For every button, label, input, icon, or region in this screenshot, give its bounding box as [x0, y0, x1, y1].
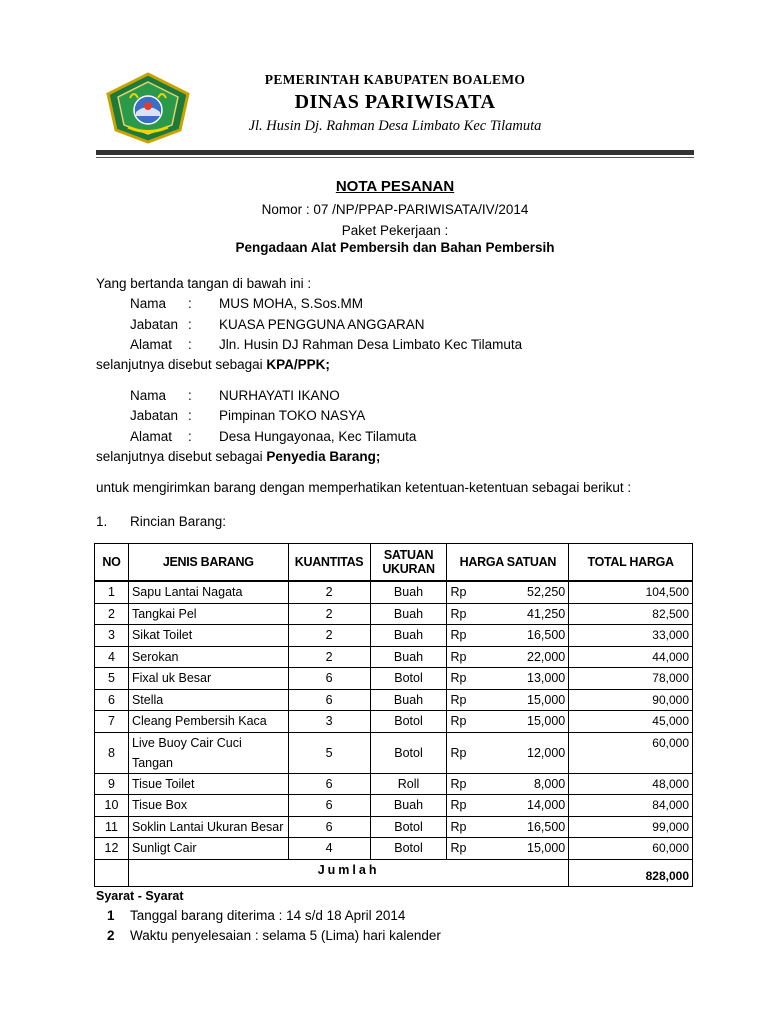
party1-nama-value: MUS MOHA, S.Sos.MM: [219, 296, 364, 311]
unit-price: 8,000: [479, 773, 569, 795]
party1-jabatan-colon: :: [188, 317, 192, 332]
unit-price: 13,000: [479, 668, 569, 690]
header-satuan-ukuran: SATUAN UKURAN: [370, 544, 447, 582]
party2-alamat-colon: :: [188, 429, 192, 444]
party1-nama-colon: :: [188, 296, 192, 311]
table-row: [95, 603, 693, 625]
item-name: Serokan: [128, 646, 288, 668]
party2-nama-colon: :: [188, 388, 192, 403]
party1-reference-prefix: selanjutnya disebut sebagai: [96, 357, 267, 372]
row-number: 8: [95, 732, 129, 773]
item-name: Sapu Lantai Nagata: [128, 581, 288, 603]
item-quantity: 6: [288, 668, 370, 690]
header-total-harga: TOTAL HARGA: [569, 544, 693, 582]
item-name: Sunligt Cair: [128, 838, 288, 860]
package-name: Pengadaan Alat Pembersih dan Bahan Pembersih: [235, 240, 555, 255]
table-row: [95, 668, 693, 690]
unit-price: 15,000: [479, 689, 569, 711]
item-unit: Botol: [370, 838, 447, 860]
party1-alamat-label: Alamat: [130, 337, 173, 352]
currency-label: Rp: [447, 689, 479, 711]
item-quantity: 2: [288, 581, 370, 603]
party2-alamat-value: Desa Hungayonaa, Kec Tilamuta: [219, 429, 417, 444]
row-number: 10: [95, 795, 129, 817]
unit-price: 41,250: [479, 603, 569, 625]
item-name: Tisue Box: [128, 795, 288, 817]
table-row: [95, 581, 693, 603]
table-row: [95, 773, 693, 795]
table-row: [95, 795, 693, 817]
item-name: Fixal uk Besar: [128, 668, 288, 690]
party2-jabatan-label: Jabatan: [130, 408, 179, 423]
currency-label: Rp: [447, 773, 479, 795]
row-number: 6: [95, 689, 129, 711]
item-name: Live Buoy Cair Cuci Tangan: [128, 732, 288, 773]
currency-label: Rp: [447, 711, 479, 733]
line-total: 78,000: [569, 668, 693, 690]
party1-nama-label: Nama: [130, 296, 167, 311]
line-total: 90,000: [569, 689, 693, 711]
items-table-header: [95, 544, 693, 582]
row-number: 9: [95, 773, 129, 795]
header-jenis-barang: JENIS BARANG: [128, 544, 288, 582]
table-row: [95, 838, 693, 860]
document-title: NOTA PESANAN: [335, 178, 455, 195]
unit-price: 22,000: [479, 646, 569, 668]
intro-text: Yang bertanda tangan di bawah ini :: [96, 276, 312, 291]
currency-label: Rp: [447, 581, 479, 603]
row-number: 3: [95, 625, 129, 647]
item-unit: Buah: [370, 646, 447, 668]
table-row: [95, 816, 693, 838]
government-name: PEMERINTAH KABUPATEN BOALEMO: [264, 72, 526, 87]
line-total: 99,000: [569, 816, 693, 838]
item-unit: Botol: [370, 668, 447, 690]
party2-reference: [96, 449, 380, 464]
party1-reference: [96, 357, 330, 372]
term-1-number: 1: [107, 908, 115, 923]
package-label: Paket Pekerjaan :: [341, 223, 449, 238]
party1-jabatan-label: Jabatan: [130, 317, 179, 332]
terms-title: Syarat - Syarat: [96, 889, 184, 903]
unit-price: 12,000: [479, 732, 569, 773]
term-2-number: 2: [107, 928, 115, 943]
item-name: Tisue Toilet: [128, 773, 288, 795]
row-number: 2: [95, 603, 129, 625]
currency-label: Rp: [447, 603, 479, 625]
item-quantity: 4: [288, 838, 370, 860]
currency-label: Rp: [447, 646, 479, 668]
currency-label: Rp: [447, 625, 479, 647]
currency-label: Rp: [447, 732, 479, 773]
table-row: [95, 646, 693, 668]
unit-price: 16,500: [479, 625, 569, 647]
line-total: 60,000: [569, 838, 693, 860]
item-quantity: 2: [288, 625, 370, 647]
letterhead-divider-thick: [96, 150, 694, 155]
item-unit: Buah: [370, 689, 447, 711]
party2-alamat-label: Alamat: [130, 429, 173, 444]
currency-label: Rp: [447, 816, 479, 838]
item-quantity: 3: [288, 711, 370, 733]
table-row: [95, 625, 693, 647]
currency-label: Rp: [447, 838, 479, 860]
item-quantity: 6: [288, 689, 370, 711]
item-quantity: 6: [288, 773, 370, 795]
total-row: [95, 859, 693, 886]
line-total: 104,500: [569, 581, 693, 603]
section1-title: Rincian Barang:: [130, 514, 227, 529]
grand-total: 828,000: [569, 859, 693, 886]
line-total: 33,000: [569, 625, 693, 647]
unit-price: 15,000: [479, 838, 569, 860]
item-unit: Buah: [370, 795, 447, 817]
currency-label: Rp: [447, 795, 479, 817]
row-number: 7: [95, 711, 129, 733]
item-name: Tangkai Pel: [128, 603, 288, 625]
item-unit: Buah: [370, 581, 447, 603]
line-total: 82,500: [569, 603, 693, 625]
row-number: 4: [95, 646, 129, 668]
party2-reference-prefix: selanjutnya disebut sebagai: [96, 449, 267, 464]
unit-price: 15,000: [479, 711, 569, 733]
term-2-text: Waktu penyelesaian : selama 5 (Lima) hari kalender: [130, 928, 441, 943]
row-number: 11: [95, 816, 129, 838]
unit-price: 16,500: [479, 816, 569, 838]
party2-jabatan-colon: :: [188, 408, 192, 423]
currency-label: Rp: [447, 668, 479, 690]
table-row: [95, 711, 693, 733]
row-number: 12: [95, 838, 129, 860]
header-no: NO: [95, 544, 129, 582]
header-kuantitas: KUANTITAS: [288, 544, 370, 582]
agency-name: DINAS PARIWISATA: [294, 91, 496, 113]
party1-alamat-colon: :: [188, 337, 192, 352]
party1-jabatan-value: KUASA PENGGUNA ANGGARAN: [219, 317, 425, 332]
total-row-blank: [95, 859, 129, 886]
item-name: Sikat Toilet: [128, 625, 288, 647]
unit-price: 14,000: [479, 795, 569, 817]
instruction-text: untuk mengirimkan barang dengan memperhatikan ketentuan-ketentuan sebagai berikut :: [96, 480, 632, 495]
party2-reference-role: Penyedia Barang;: [266, 449, 381, 464]
item-unit: Botol: [370, 711, 447, 733]
item-name: Soklin Lantai Ukuran Besar: [128, 816, 288, 838]
party1-alamat-value: Jln. Husin DJ Rahman Desa Limbato Kec Tilamuta: [219, 337, 523, 352]
items-table: [94, 543, 693, 887]
agency-address: Jl. Husin Dj. Rahman Desa Limbato Kec Tilamuta: [248, 118, 542, 134]
document-number: Nomor : 07 /NP/PPAP-PARIWISATA/IV/2014: [261, 202, 529, 217]
letterhead-divider-thin: [96, 157, 694, 158]
party2-nama-value: NURHAYATI IKANO: [219, 388, 340, 403]
party2-nama-label: Nama: [130, 388, 167, 403]
line-total: 60,000: [569, 732, 693, 773]
line-total: 48,000: [569, 773, 693, 795]
item-name: Stella: [128, 689, 288, 711]
item-unit: Buah: [370, 603, 447, 625]
table-row: [95, 732, 693, 773]
row-number: 1: [95, 581, 129, 603]
item-quantity: 6: [288, 795, 370, 817]
term-1-text: Tanggal barang diterima : 14 s/d 18 April 2014: [130, 908, 406, 923]
item-unit: Roll: [370, 773, 447, 795]
total-label: Jumlah: [128, 859, 568, 886]
item-quantity: 2: [288, 646, 370, 668]
item-quantity: 2: [288, 603, 370, 625]
item-name: Cleang Pembersih Kaca: [128, 711, 288, 733]
table-row: [95, 689, 693, 711]
row-number: 5: [95, 668, 129, 690]
section1-number: 1.: [96, 514, 108, 529]
regency-emblem-logo: [106, 72, 190, 144]
party1-reference-role: KPA/PPK;: [266, 357, 330, 372]
item-unit: Botol: [370, 732, 447, 773]
item-quantity: 5: [288, 732, 370, 773]
unit-price: 52,250: [479, 581, 569, 603]
line-total: 44,000: [569, 646, 693, 668]
party2-jabatan-value: Pimpinan TOKO NASYA: [219, 408, 366, 423]
header-harga-satuan: HARGA SATUAN: [447, 544, 569, 582]
line-total: 45,000: [569, 711, 693, 733]
line-total: 84,000: [569, 795, 693, 817]
item-quantity: 6: [288, 816, 370, 838]
item-unit: Buah: [370, 625, 447, 647]
item-unit: Botol: [370, 816, 447, 838]
